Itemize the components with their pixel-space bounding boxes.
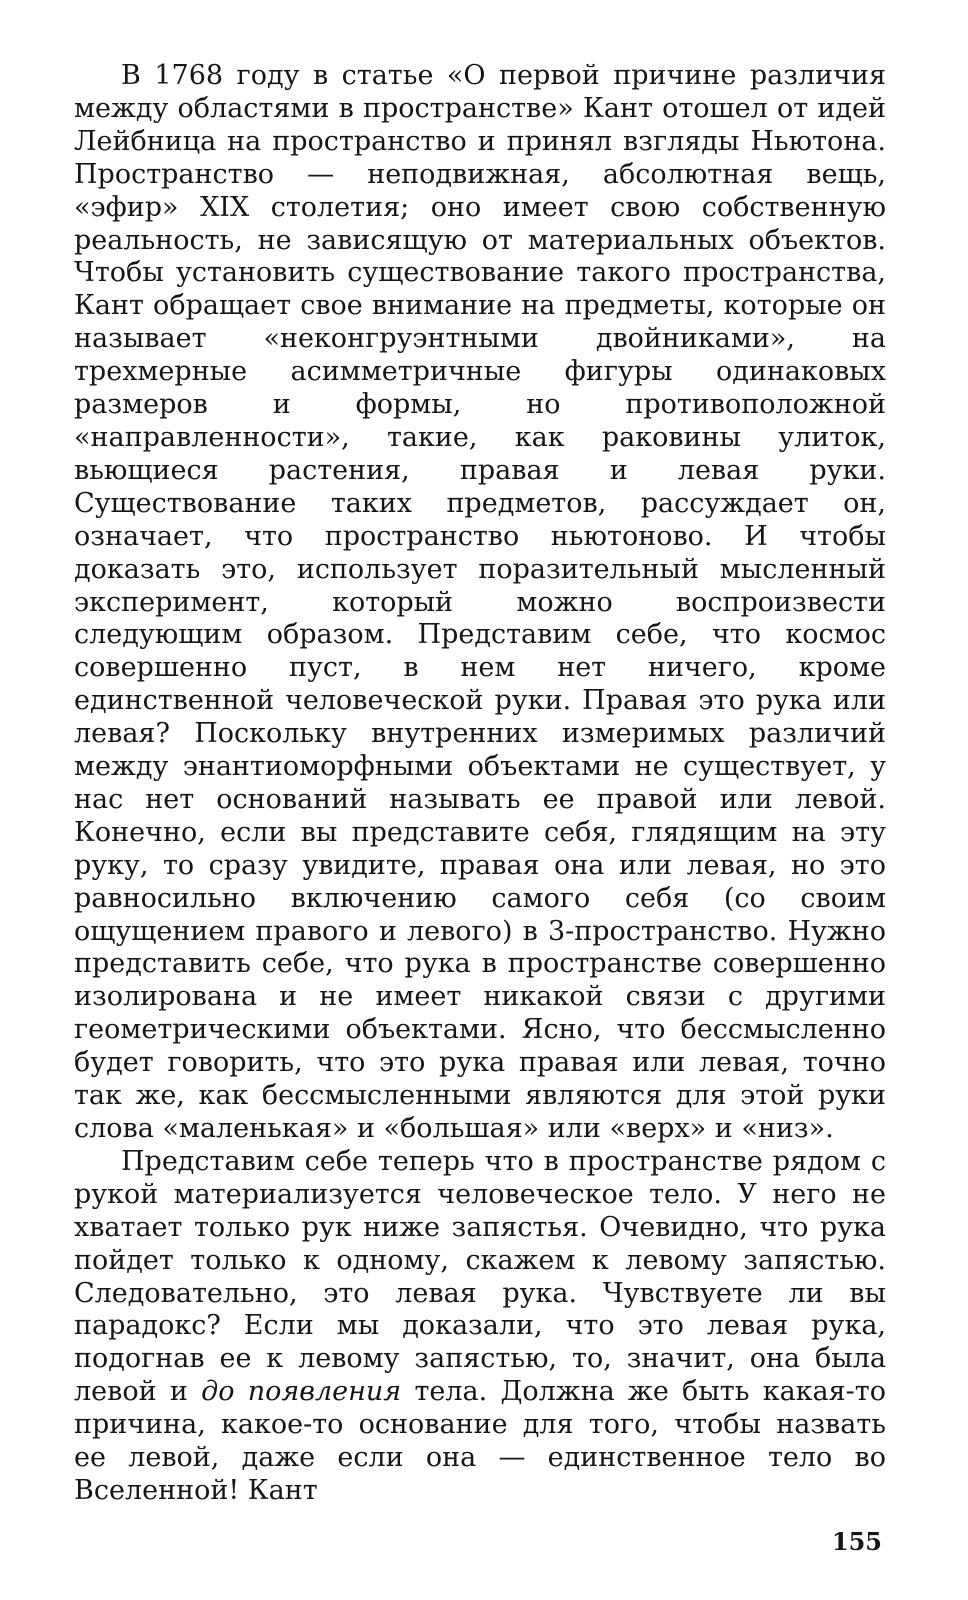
italic-emphasis: до появления — [201, 1376, 402, 1408]
page-number: 155 — [831, 1527, 882, 1556]
paragraph-kant-space: В 1768 году в статье «О первой причине различия между областями в пространстве» Кант отошел от идей Лейбница на пространство и принял взгляды Ньютона. Пространство — неподвижная, абсолютная вещь, «эфир» XIX столетия; оно имеет свою собственную реальность, не зависящую от материальных объектов. Чтобы установить существование такого пространства, Кант обращает свое внимание на предметы, которые он называет «неконгруэнтными двойниками», на трехмерные асимметричные фигуры одинаковых размеров и формы, но противоположной «направленности», такие, как раковины улиток, вьющиеся растения, правая и левая руки. Существование таких предметов, рассуждает он, означает, что пространство ньютоново. И чтобы доказать это, использует поразительный мысленный эксперимент, который можно воспроизвести следующим образом. Представим себе, что космос совершенно пуст, в нем нет ничего, кроме единственной человеческой руки. Правая это рука или левая? Поскольку внутренних измеримых различий между энантиоморфными объектами не существует, у нас нет оснований называть ее правой или левой. Конечно, если вы представите себя, глядящим на эту руку, то сразу увидите, правая она или левая, но это равносильно включению самого себя (со своим ощущением правого и левого) в 3-пространство. Нужно представить себе, что рука в пространстве совершенно изолирована и не имеет никакой связи с другими геометрическими объектами. Ясно, что бессмысленно будет говорить, что это рука правая или левая, точно так же, как бессмысленными являются для этой руки слова «маленькая» и «большая» или «верх» и «низ». — [74, 60, 886, 1144]
paragraph-hand-paradox — [74, 1146, 886, 1508]
paragraph-segment: Представим себе теперь что в пространстве рядом с рукой материализуется человеческое тело. У него не хватает только рук ниже запястья. Очевидно, что рука пойдет только к одному, скажем к левому запястью. Следовательно, это левая рука. Чувствуете ли вы парадокс? Если мы доказали, что это левая рука, подогнав ее к левому запястью, то, значит, она была левой и — [74, 1145, 886, 1408]
body-text — [74, 60, 886, 1508]
paragraph-segment: тела. Должна же быть какая-то причина, какое-то основание для того, чтобы назвать ее левой, даже если она — единственное тело во Вселенной! Кант — [74, 1376, 886, 1506]
